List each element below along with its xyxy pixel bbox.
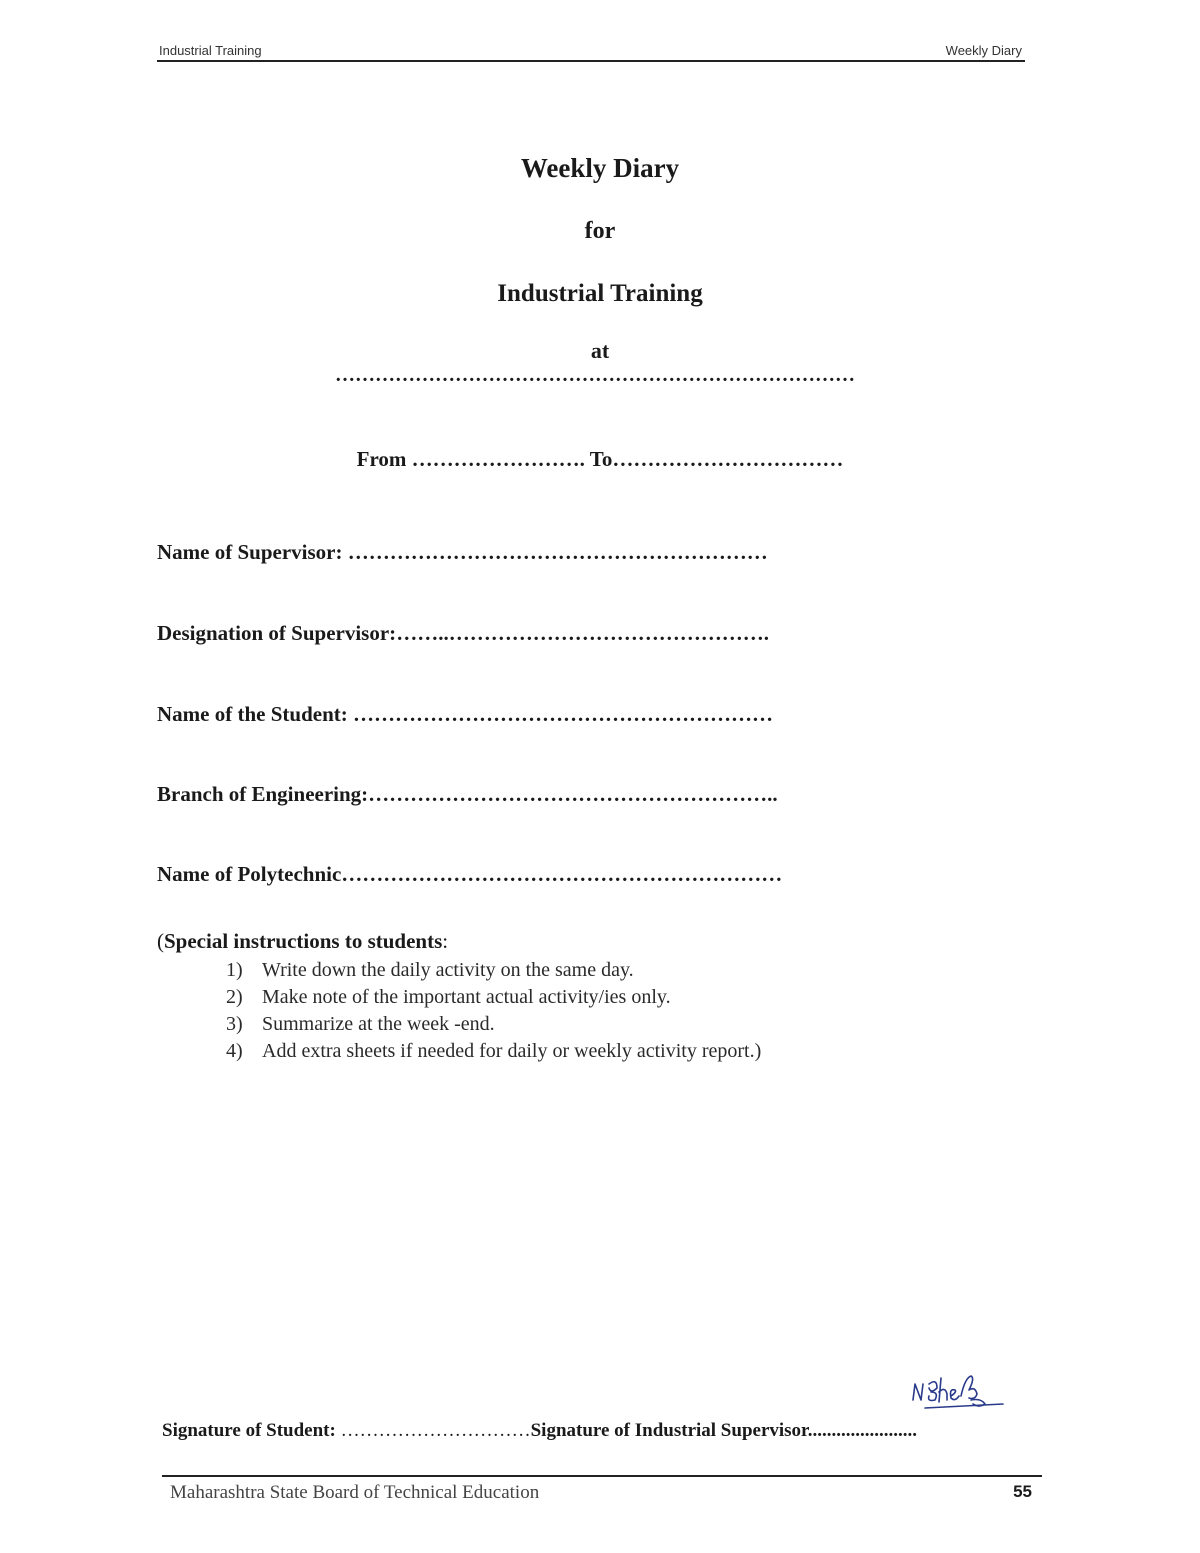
period-line — [0, 447, 1200, 472]
footer-org: Maharashtra State Board of Technical Education — [170, 1482, 540, 1503]
header-left-text: Industrial Training — [159, 43, 262, 58]
instructions-heading-text: Special instructions to students — [164, 929, 443, 953]
to-blank: …………………………… — [612, 447, 844, 471]
footer-rule — [162, 1475, 1042, 1477]
field-label: Name of Supervisor: — [157, 540, 348, 564]
list-item — [226, 1011, 761, 1038]
field-supervisor-designation — [157, 621, 769, 646]
item-text: Summarize at the week -end. — [262, 1013, 495, 1035]
field-label: Designation of Supervisor: — [157, 621, 397, 645]
field-supervisor-name — [157, 540, 768, 565]
item-number: 1) — [226, 959, 243, 981]
title-weekly-diary: Weekly Diary — [520, 153, 680, 183]
item-text: Write down the daily activity on the same day. — [262, 959, 634, 981]
supervisor-signature-blank: ....................... — [807, 1420, 917, 1441]
field-blank: ………………………………………………….. — [368, 782, 778, 806]
header-right-text: Weekly Diary — [945, 43, 1022, 58]
item-number: 2) — [226, 986, 243, 1008]
from-blank: ……………………. — [411, 447, 585, 471]
field-blank: …………………………………………………… — [352, 702, 773, 726]
signature-line — [162, 1420, 917, 1442]
page-number: 55 — [1013, 1482, 1032, 1501]
field-blank: ……………………………………………………… — [341, 862, 783, 886]
field-student-name — [157, 702, 773, 727]
list-item — [226, 984, 761, 1011]
field-polytechnic — [157, 862, 782, 887]
item-text: Add extra sheets if needed for daily or weekly activity report.) — [262, 1040, 762, 1062]
supervisor-signature-label: Signature of Industrial Supervisor — [530, 1420, 808, 1441]
item-number: 3) — [226, 1013, 243, 1035]
instructions-heading: (Special instructions to students: — [157, 929, 449, 953]
title-for: for — [584, 218, 616, 244]
item-number: 4) — [226, 1040, 243, 1062]
list-item — [226, 957, 761, 984]
item-text: Make note of the important actual activity/ies only. — [262, 986, 671, 1008]
field-blank: …………………………………………………… — [347, 540, 768, 564]
field-label: Name of the Student: — [157, 702, 353, 726]
header-rule — [157, 60, 1025, 62]
instructions-list — [226, 957, 761, 1065]
field-branch — [157, 782, 778, 807]
handwritten-signature-icon — [905, 1370, 1010, 1420]
title-at: at — [590, 338, 610, 363]
field-label: Name of Polytechnic — [157, 862, 342, 886]
from-label: From — [356, 447, 407, 471]
field-label: Branch of Engineering: — [157, 782, 369, 806]
field-blank: ……..………………………………………. — [396, 621, 769, 645]
to-label: To — [589, 447, 613, 471]
company-blank: …………………………………………………………………… — [335, 364, 855, 386]
student-signature-blank: ………………………… — [340, 1420, 531, 1441]
list-item — [226, 1038, 761, 1065]
student-signature-label: Signature of Student: — [162, 1420, 341, 1441]
title-industrial-training: Industrial Training — [497, 280, 703, 307]
